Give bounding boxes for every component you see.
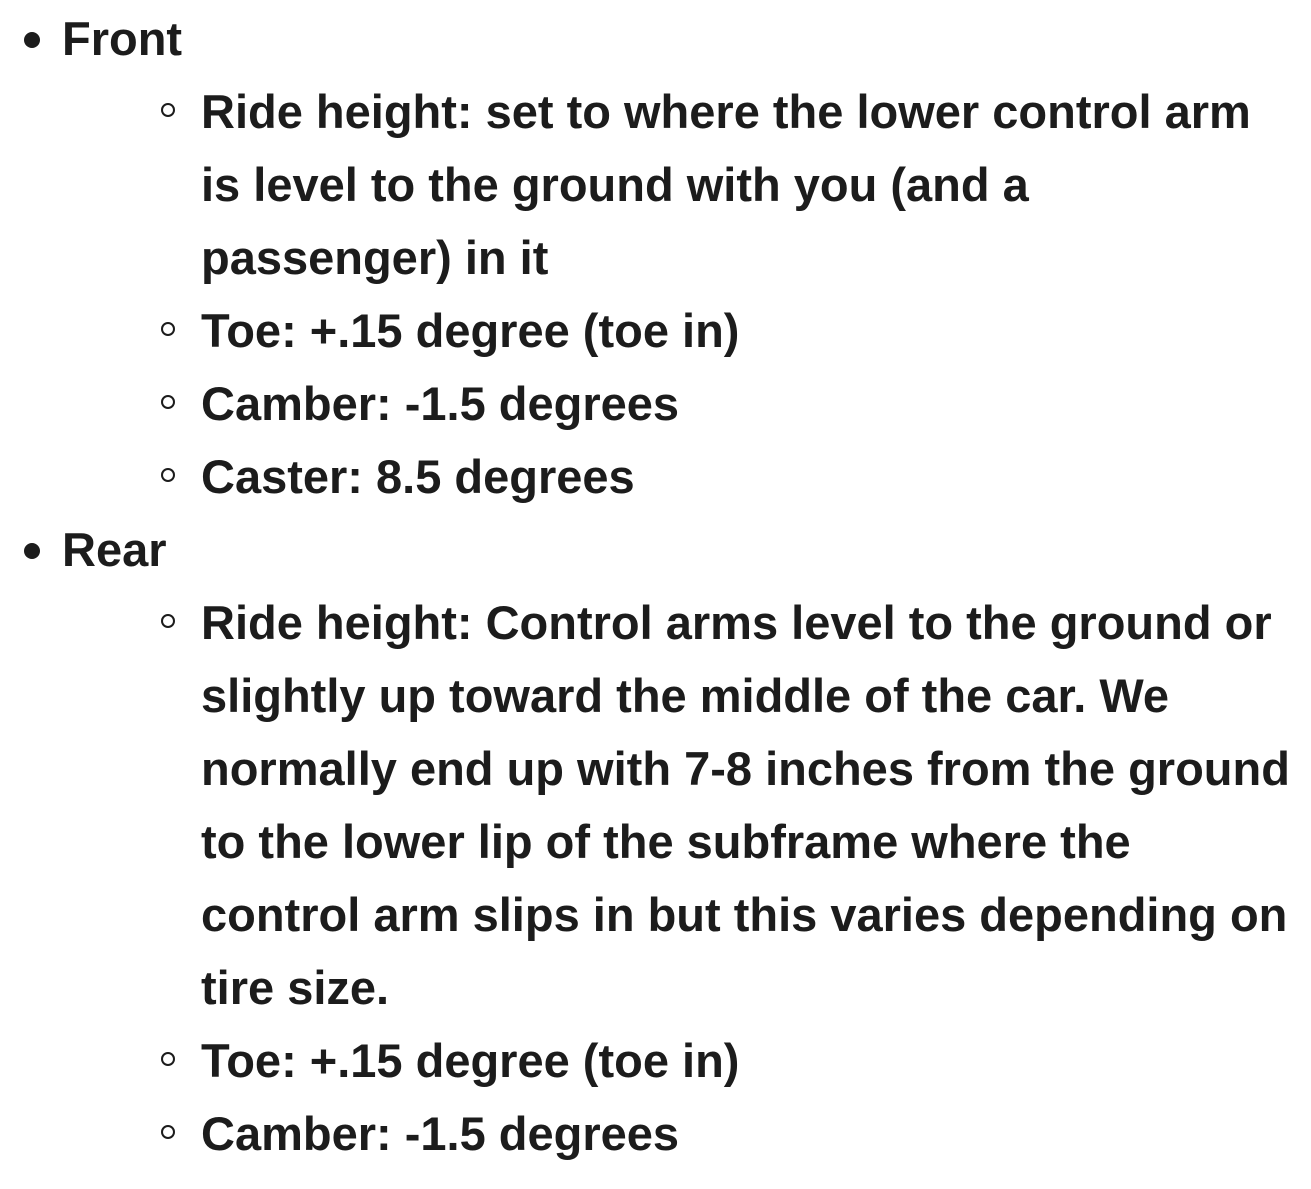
list-item (0, 440, 1291, 513)
list-item-text: Caster: 8.5 degrees (201, 450, 635, 503)
bullet-disc-icon (24, 32, 40, 48)
sub-list (0, 586, 1311, 1170)
list-item (0, 1024, 1291, 1097)
bullet-circle-icon (161, 395, 175, 409)
section-title: Front (62, 12, 183, 65)
section-rear (0, 513, 1311, 1170)
list-item-text: Ride height: set to where the lower control arm is level to the ground with you (and a passenger) in it (201, 85, 1251, 284)
bullet-circle-icon (161, 1125, 175, 1139)
list-item (0, 586, 1291, 1024)
section-front (0, 2, 1311, 513)
list-item-text: Toe: +.15 degree (toe in) (201, 1034, 740, 1087)
list-item (0, 75, 1291, 294)
list-item-text: Toe: +.15 degree (toe in) (201, 304, 740, 357)
list-item (0, 294, 1291, 367)
sub-list (0, 75, 1311, 513)
section-header (0, 513, 1311, 586)
bullet-disc-icon (24, 543, 40, 559)
bullet-circle-icon (161, 614, 175, 628)
bullet-circle-icon (161, 468, 175, 482)
list-item-text: Camber: -1.5 degrees (201, 377, 680, 430)
section-header (0, 2, 1311, 75)
bullet-circle-icon (161, 1052, 175, 1066)
list-item (0, 367, 1291, 440)
list-item-text: Camber: -1.5 degrees (201, 1107, 680, 1160)
bullet-circle-icon (161, 103, 175, 117)
bullet-circle-icon (161, 322, 175, 336)
document-body (0, 2, 1311, 1170)
list-item-text: Ride height: Control arms level to the ground or slightly up toward the middle of the car. We normally end up with 7-8 inches from the ground to the lower lip of the subframe where the control arm slips in but this varies depending on tire size. (201, 596, 1290, 1014)
list-item (0, 1097, 1291, 1170)
section-title: Rear (62, 523, 167, 576)
